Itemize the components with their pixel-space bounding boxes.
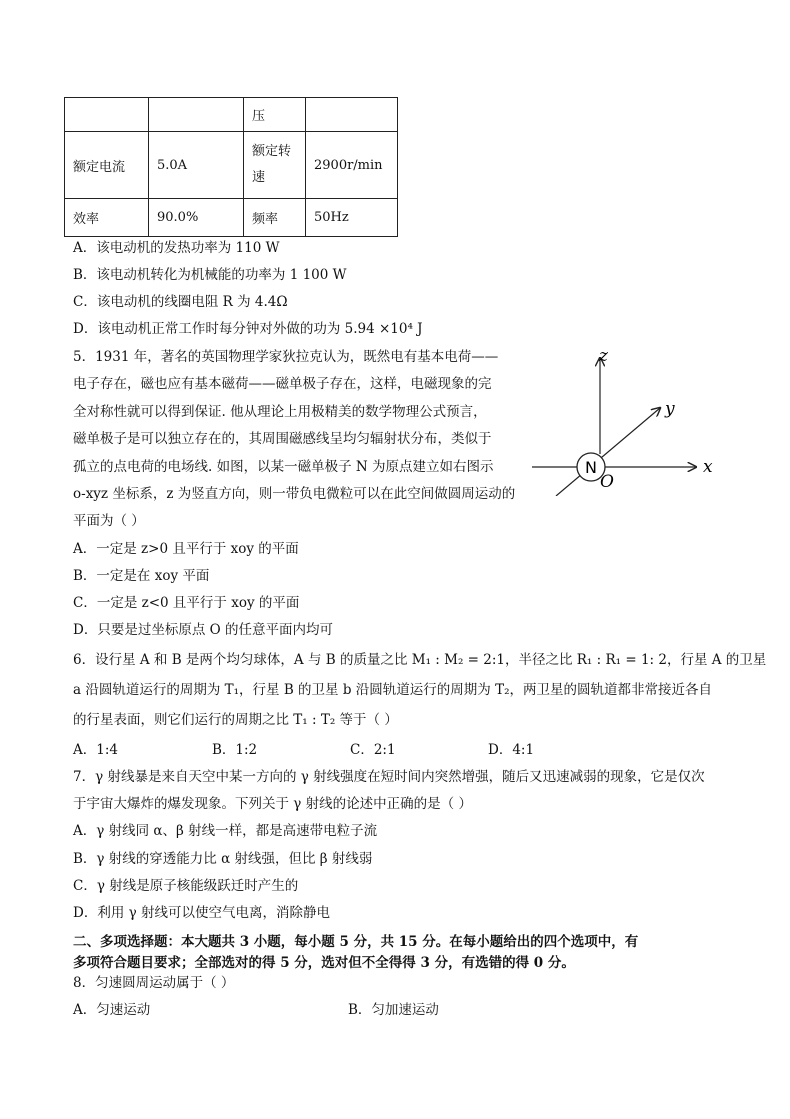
q5-option-a: A．一定是 z>0 且平行于 xoy 的平面 [73, 541, 299, 557]
q4-option-b: B．该电动机转化为机械能的功率为 1 100 W [73, 267, 347, 283]
table-cell: 效率 [65, 199, 149, 237]
table-cell [306, 98, 398, 132]
pole-n-label: N [585, 458, 597, 477]
table-cell: 5.0A [149, 132, 244, 199]
q5-stem-line: 电子存在，磁也应有基本磁荷——磁单极子存在，这样，电磁现象的完 [73, 376, 492, 392]
table-cell: 2900r/min [306, 132, 398, 199]
table-cell [65, 98, 149, 132]
q5-stem-line: 5．1931 年，著名的英国物理学家狄拉克认为，既然电有基本电荷—— [73, 349, 499, 365]
q8-option-b: B．匀加速运动 [348, 1002, 439, 1018]
q6-option-c: C．2:1 [350, 742, 396, 758]
q5-option-d: D．只要是过坐标原点 O 的任意平面内均可 [73, 622, 333, 638]
q4-option-c: C．该电动机的线圈电阻 R 为 4.4Ω [73, 294, 288, 310]
table-cell: 压 [244, 98, 306, 132]
table-cell: 额定电流 [65, 132, 149, 199]
q7-stem-line: 于宇宙大爆炸的爆发现象。下列关于 γ 射线的论述中正确的是（ ） [73, 796, 472, 812]
section-heading-line: 二、多项选择题：本大题共 3 小题，每小题 5 分，共 15 分。在每小题给出的四个选项中，有 [73, 934, 639, 950]
q7-option-d: D．利用 γ 射线可以使空气电离，消除静电 [73, 905, 330, 921]
q6-option-d: D．4:1 [488, 742, 535, 758]
q5-stem-line: o-xyz 坐标系，z 为竖直方向，则一带负电微粒可以在此空间做圆周运动的 [73, 486, 516, 502]
table-cell: 50Hz [306, 199, 398, 237]
q8-option-a: A．匀速运动 [73, 1002, 151, 1018]
q8-stem: 8．匀速圆周运动属于（ ） [73, 975, 235, 991]
q4-option-a: A．该电动机的发热功率为 110 W [73, 240, 280, 256]
q6-stem-line: 的行星表面，则它们运行的周期之比 T₁ : T₂ 等于（ ） [73, 712, 398, 728]
table-cell: 额定转速 [244, 132, 306, 199]
q5-option-b: B．一定是在 xoy 平面 [73, 568, 210, 584]
q7-option-a: A．γ 射线同 α、β 射线一样，都是高速带电粒子流 [73, 823, 378, 839]
q5-stem-line: 孤立的点电荷的电场线. 如图，以某一磁单极子 N 为原点建立如右图示 [73, 459, 494, 475]
table-cell: 90.0% [149, 199, 244, 237]
q6-stem-line: 6．设行星 A 和 B 是两个均匀球体，A 与 B 的质量之比 M₁ : M₂ = 2:1，半径之比 R₁ : R₁ = 1: 2，行星 A 的卫星 [73, 652, 767, 668]
y-axis-label: y [665, 399, 675, 419]
q4-option-d: D．该电动机正常工作时每分钟对外做的功为 5.94 ×10⁴ J [73, 321, 423, 337]
section-heading-line: 多项符合题目要求；全部选对的得 5 分，选对但不全得得 3 分，有选错的得 0 分。 [73, 955, 575, 971]
table-row [65, 132, 398, 199]
table-row [65, 199, 398, 237]
q5-stem-line: 磁单极子是可以独立存在的，其周围磁感线呈均匀辐射状分布，类似于 [73, 431, 492, 447]
q7-option-c: C．γ 射线是原子核能级跃迁时产生的 [73, 878, 299, 894]
q6-stem-line: a 沿圆轨道运行的周期为 T₁，行星 B 的卫星 b 沿圆轨道运行的周期为 T₂，两卫星的圆轨道都非常接近各自 [73, 682, 712, 698]
x-axis-label: x [703, 457, 713, 477]
z-axis-label: z [599, 346, 608, 366]
magnetic-monopole-axes-figure [528, 346, 713, 496]
table-row [65, 98, 398, 132]
q7-stem-line: 7．γ 射线暴是来自天空中某一方向的 γ 射线强度在短时间内突然增强，随后又迅速减弱的现象，它是仅次 [73, 769, 705, 785]
table-cell [149, 98, 244, 132]
q6-option-b: B．1:2 [212, 742, 258, 758]
motor-spec-table [64, 97, 398, 237]
q7-option-b: B．γ 射线的穿透能力比 α 射线强，但比 β 射线弱 [73, 851, 373, 867]
origin-o-label: O [600, 472, 614, 492]
q5-stem-line: 平面为（ ） [73, 513, 145, 529]
q6-option-a: A．1:4 [73, 742, 118, 758]
q5-option-c: C．一定是 z<0 且平行于 xoy 的平面 [73, 595, 300, 611]
q5-stem-line: 全对称性就可以得到保证. 他从理论上用极精美的数学物理公式预言， [73, 404, 487, 420]
table-cell: 频率 [244, 199, 306, 237]
